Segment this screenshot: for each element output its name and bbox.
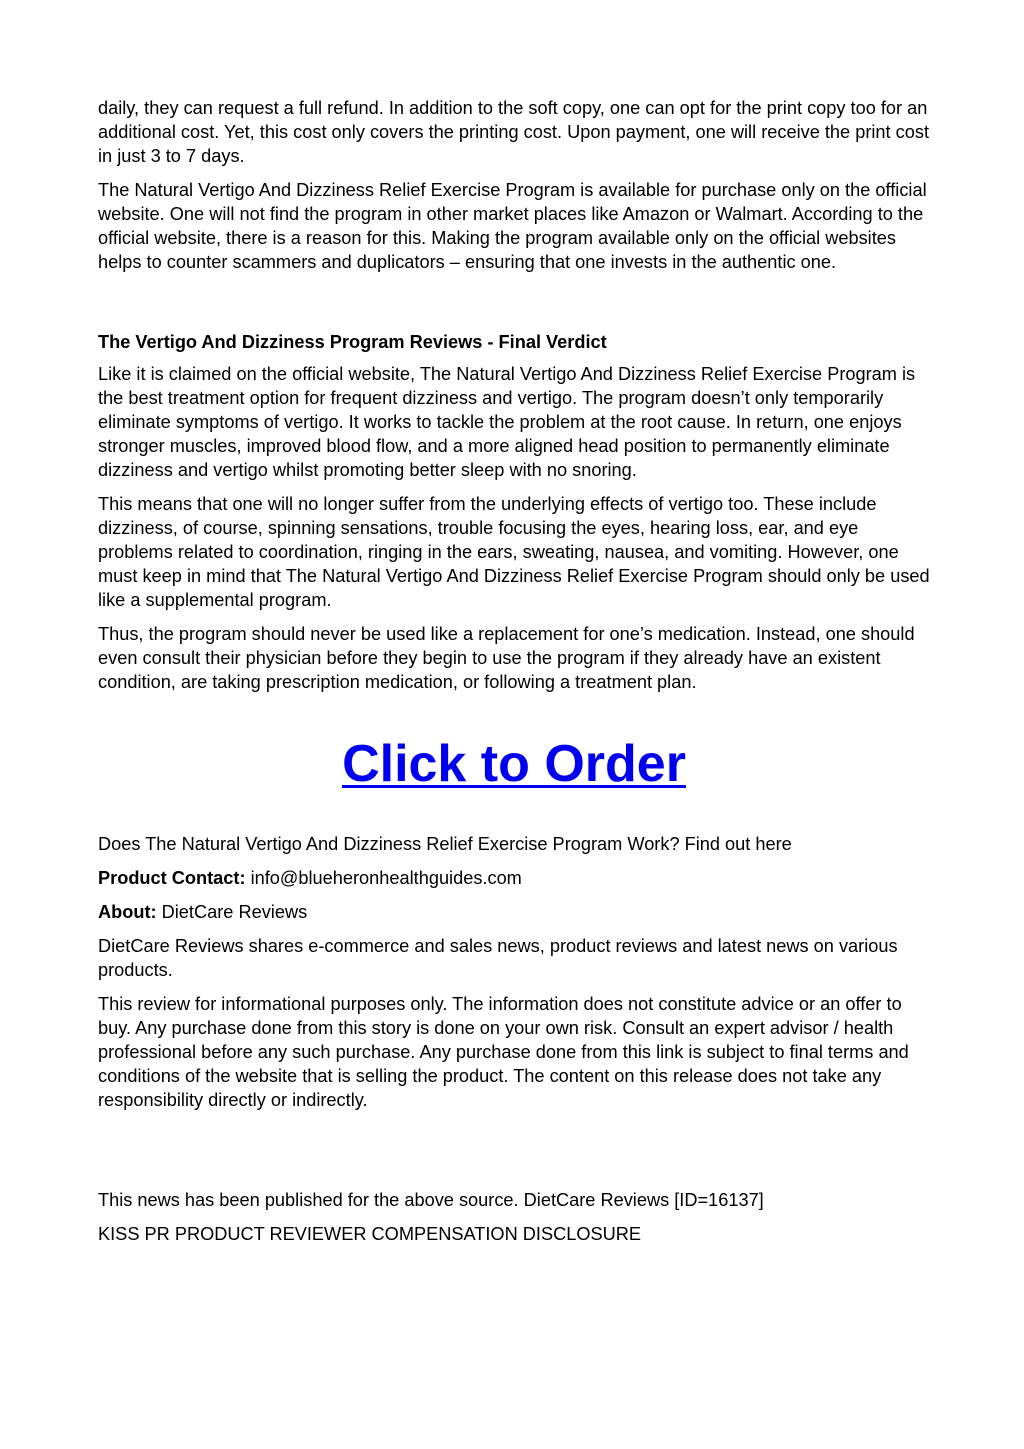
about-label: About: — [98, 902, 157, 922]
product-contact-email: info@blueheronhealthguides.com — [245, 868, 522, 888]
product-contact-label: Product Contact: — [98, 868, 246, 888]
verdict-paragraph-1: Like it is claimed on the official website, The Natural Vertigo And Dizziness Relief Exercise Program is the best treatment option for frequent dizziness and vertigo. The program doesn’t only temporarily eliminate symptoms of vertigo. It works to tackle the problem at the root cause. In return, one enjoys stronger muscles, improved blood flow, and a more aligned head position to permanently eliminate dizziness and vertigo whilst promoting better sleep with no snoring. — [98, 364, 916, 480]
published-note: This news has been published for the above source. DietCare Reviews [ID=16137] — [98, 1190, 764, 1210]
order-link-container — [98, 734, 930, 794]
does-it-work-line: Does The Natural Vertigo And Dizziness Relief Exercise Program Work? Find out here — [98, 834, 792, 854]
verdict-paragraph-3: Thus, the program should never be used like a replacement for one’s medication. Instead, one should even consult their physician before they begin to use the program if they already have an existent condition, are taking prescription medication, or following a treatment plan. — [98, 624, 915, 692]
spacer — [98, 284, 930, 330]
compensation-disclosure: KISS PR PRODUCT REVIEWER COMPENSATION DISCLOSURE — [98, 1224, 642, 1244]
verdict-paragraph-2: This means that one will no longer suffer from the underlying effects of vertigo too. These include dizziness, of course, spinning sensations, trouble focusing the eyes, hearing loss, ear, and eye problems related to coordination, ringing in the ears, sweating, nausea, and vomiting. However, one must keep in mind that The Natural Vertigo And Dizziness Relief Exercise Program should only be used like a supplemental program. — [98, 494, 930, 610]
about-value: DietCare Reviews — [156, 902, 308, 922]
disclaimer-paragraph: This review for informational purposes only. The information does not constitute advice or an offer to buy. Any purchase done from this story is done on your own risk. Consult an expert advisor / health professional before any such purchase. Any purchase done from this link is subject to final terms and conditions of the website that is selling the product. The content on this release does not take any responsibility directly or indirectly. — [98, 994, 909, 1110]
intro-paragraph-availability: The Natural Vertigo And Dizziness Relief Exercise Program is available for purchase only on the official website. One will not find the program in other market places like Amazon or Walmart. According to the official website, there is a reason for this. Making the program available only on the official websites helps to counter scammers and duplicators – ensuring that one invests in the authentic one. — [98, 180, 927, 272]
document-page — [98, 96, 930, 1256]
section-heading-final-verdict: The Vertigo And Dizziness Program Reviews - Final Verdict — [98, 332, 607, 352]
intro-paragraph-refund: daily, they can request a full refund. In addition to the soft copy, one can opt for the print copy too for an additional cost. Yet, this cost only covers the printing cost. Upon payment, one will receive the print cost in just 3 to 7 days. — [98, 98, 930, 166]
about-line — [98, 900, 930, 924]
click-to-order-link[interactable]: Click to Order — [342, 735, 686, 793]
spacer — [98, 1122, 930, 1188]
product-contact-line — [98, 866, 930, 890]
about-description: DietCare Reviews shares e-commerce and sales news, product reviews and latest news on various products. — [98, 936, 898, 980]
